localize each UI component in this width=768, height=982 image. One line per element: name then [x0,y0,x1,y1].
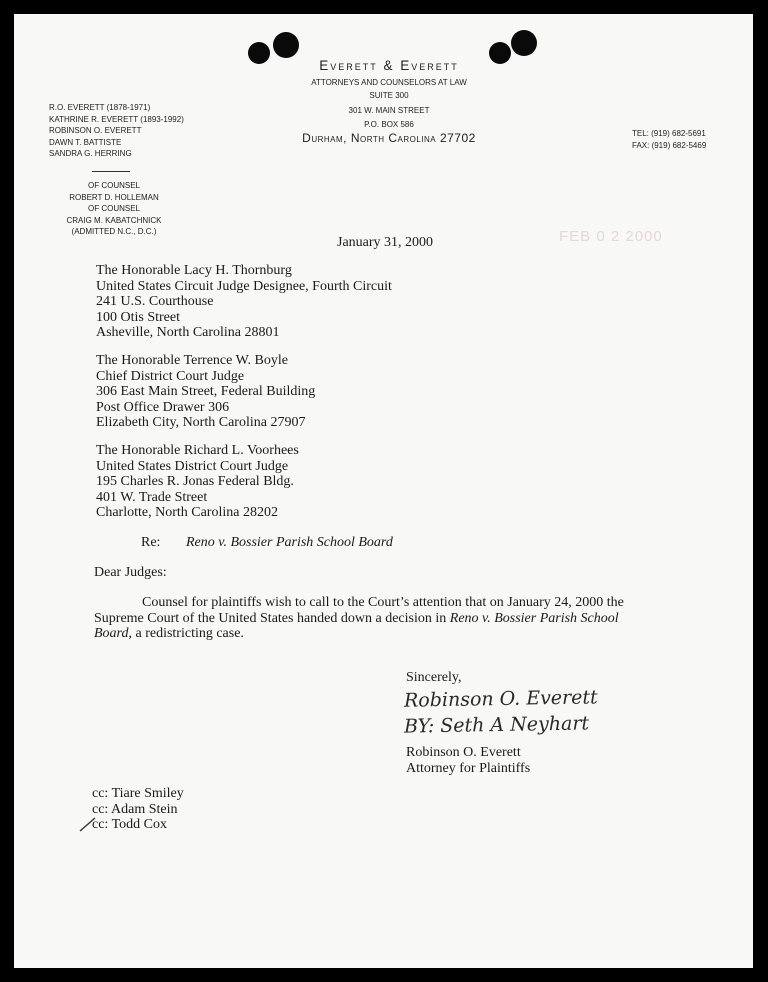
body-text: Supreme Court of the United States handed down a decision in [94,610,450,626]
of-counsel-line: (ADMITTED N.C., D.C.) [71,227,157,236]
case-name: Board [94,626,129,641]
body-text: , a redistricting case. [128,626,244,641]
partners-list [49,102,249,160]
received-stamp: FEB 0 2 2000 [559,228,663,245]
body-line [94,626,664,642]
firm-po-box: P.O. BOX 586 [364,120,414,129]
signer-name: Robinson O. Everett [406,745,521,760]
address-line: United States Circuit Judge Designee, Fourth Circuit [96,278,392,294]
check-mark-icon [78,815,98,835]
of-counsel-line: OF COUNSEL [87,204,140,213]
divider-rule [92,171,130,172]
of-counsel-line: ROBERT D. HOLLEMAN [69,192,159,202]
tel-number: TEL: (919) 682-5691 [632,129,706,138]
case-name: Reno v. Bossier Parish School [449,610,619,626]
re-label: Re: [141,535,161,550]
salutation: Dear Judges: [94,565,167,580]
re-subject: Reno v. Bossier Parish School Board [186,535,393,550]
of-counsel-line: CRAIG M. KABATCHNICK [66,215,162,225]
partner-name: KATHRINE R. EVERETT (1893-1992) [49,114,184,124]
address-line: 195 Charles R. Jonas Federal Bldg. [96,474,294,489]
handwritten-signature-by: BY: Seth A Neyhart [403,712,590,738]
punch-hole-left-2 [273,32,299,58]
cc-line: cc: Todd Cox [92,817,167,832]
addressee-block [96,443,299,521]
firm-subtitle: ATTORNEYS AND COUNSELORS AT LAW [311,78,467,87]
address-line: 241 U.S. Courthouse [96,294,214,309]
cc-line: cc: Adam Stein [92,801,178,817]
address-line: 306 East Main Street, Federal Building [96,384,316,399]
partner-name: SANDRA G. HERRING [49,149,132,158]
partner-name: ROBINSON O. EVERETT [49,126,142,135]
of-counsel-list [44,180,184,238]
signer-title: Attorney for Plaintiffs [406,761,531,776]
address-line: The Honorable Lacy H. Thornburg [96,263,292,278]
partner-name: R.O. EVERETT (1878-1971) [49,103,151,112]
address-line: United States District Court Judge [96,458,289,474]
firm-suite: SUITE 300 [369,91,409,100]
firm-name: Everett & Everett [319,58,459,73]
punch-hole-right-2 [511,30,537,56]
addressee-block [96,263,392,341]
firm-street: 301 W. MAIN STREET [348,106,430,115]
punch-hole-left [248,42,270,64]
cc-list [92,786,184,833]
fax-number: FAX: (919) 682-5469 [632,140,707,150]
of-counsel-line: OF COUNSEL [87,181,140,190]
cc-line: cc: Tiare Smiley [92,786,184,801]
address-line: 401 W. Trade Street [96,489,208,505]
addressee-block [96,353,315,431]
body-paragraph [94,595,664,642]
body-line [94,611,664,627]
address-line: Post Office Drawer 306 [96,399,230,415]
partner-name: DAWN T. BATTISTE [49,137,122,147]
letter-page [14,14,753,968]
address-line: Asheville, North Carolina 28801 [96,325,280,340]
closing: Sincerely, [406,670,462,685]
address-line: The Honorable Richard L. Voorhees [96,443,299,458]
address-line: Chief District Court Judge [96,368,245,384]
address-line: 100 Otis Street [96,309,180,325]
address-line: Charlotte, North Carolina 28202 [96,505,278,520]
contact-block [632,128,742,151]
firm-city: Durham, North Carolina 27702 [302,131,476,145]
handwritten-signature: Robinson O. Everett [403,686,598,712]
address-line: Elizabeth City, North Carolina 27907 [96,415,306,430]
body-line: Counsel for plaintiffs wish to call to the Court’s attention that on January 24, 2000 the [142,595,624,610]
letter-date: January 31, 2000 [337,235,434,250]
address-line: The Honorable Terrence W. Boyle [96,353,288,368]
